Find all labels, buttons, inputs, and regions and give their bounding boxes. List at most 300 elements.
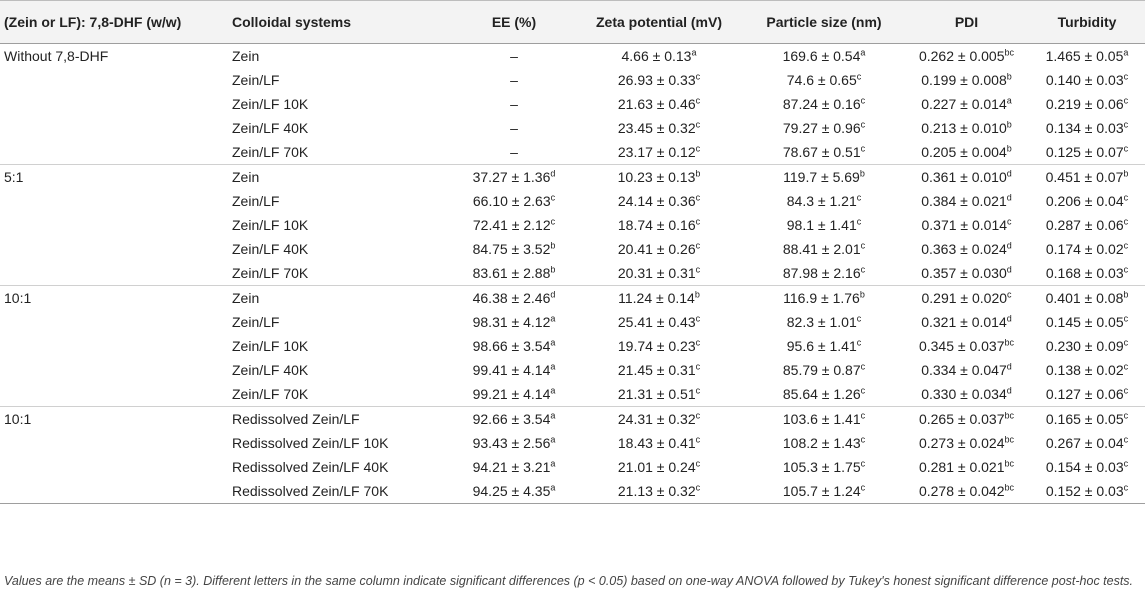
cell-colloidal-system-value: Zein/LF xyxy=(232,71,280,88)
cell-pdi xyxy=(904,140,1029,164)
cell-zeta-potential-value: 24.31 ± 0.32 xyxy=(617,410,696,427)
cell-turbidity-value: 0.174 ± 0.02 xyxy=(1045,241,1124,258)
significance-letter: b xyxy=(1006,119,1012,130)
table-header xyxy=(0,1,1145,44)
cell-particle-size-value: 85.64 ± 1.26 xyxy=(782,385,861,402)
significance-letter: c xyxy=(695,458,701,469)
cell-zeta-potential-value: 20.41 ± 0.26 xyxy=(617,241,696,258)
cell-turbidity xyxy=(1029,455,1145,479)
significance-letter: c xyxy=(856,192,862,203)
cell-colloidal-system xyxy=(232,310,454,334)
significance-letter: bc xyxy=(1004,458,1015,469)
cell-particle-size xyxy=(744,285,904,309)
cell-ee-value: 66.10 ± 2.63 xyxy=(472,192,551,209)
significance-letter: c xyxy=(1123,264,1129,275)
significance-letter: c xyxy=(550,192,556,203)
cell-particle-size xyxy=(744,479,904,503)
cell-pdi xyxy=(904,406,1029,430)
cell-zeta-potential-value: 21.63 ± 0.46 xyxy=(617,95,696,112)
significance-letter: b xyxy=(1123,168,1129,179)
cell-zeta-potential xyxy=(574,68,744,92)
significance-letter: bc xyxy=(1004,47,1015,58)
cell-particle-size xyxy=(744,455,904,479)
cell-ee-value: 84.75 ± 3.52 xyxy=(472,241,551,258)
header-particle-size: Particle size (nm) xyxy=(766,14,882,30)
cell-particle-size-value: 105.7 ± 1.24 xyxy=(782,482,861,499)
cell-ee-value: 94.21 ± 3.21 xyxy=(472,458,551,475)
cell-zeta-potential xyxy=(574,382,744,406)
significance-letter: c xyxy=(1007,216,1012,227)
cell-ratio xyxy=(0,431,232,455)
cell-colloidal-system xyxy=(232,431,454,455)
cell-ee xyxy=(454,285,574,309)
cell-colloidal-system xyxy=(232,382,454,406)
cell-pdi-value: 0.291 ± 0.020 xyxy=(921,289,1008,306)
significance-letter: c xyxy=(1123,385,1129,396)
significance-letter: d xyxy=(1006,361,1012,372)
significance-letter: c xyxy=(1123,216,1129,227)
cell-ratio xyxy=(0,358,232,382)
table-row xyxy=(0,455,1145,479)
cell-turbidity xyxy=(1029,285,1145,309)
significance-letter: c xyxy=(1123,95,1129,106)
significance-letter: d xyxy=(550,289,556,300)
significance-letter: c xyxy=(860,482,866,493)
significance-letter: b xyxy=(550,264,556,275)
significance-letter: c xyxy=(695,433,701,444)
cell-ratio xyxy=(0,189,232,213)
cell-pdi-value: 0.345 ± 0.037 xyxy=(918,337,1005,354)
cell-ratio xyxy=(0,213,232,237)
cell-ratio xyxy=(0,310,232,334)
cell-colloidal-system-value: Zein/LF 10K xyxy=(232,95,309,112)
significance-letter: a xyxy=(550,337,556,348)
cell-ratio xyxy=(0,44,232,68)
significance-letter: d xyxy=(1006,240,1012,251)
cell-turbidity-value: 0.125 ± 0.07 xyxy=(1045,144,1124,161)
cell-ee-value: 92.66 ± 3.54 xyxy=(472,410,551,427)
significance-letter: c xyxy=(856,71,862,82)
cell-ee-value: 99.41 ± 4.14 xyxy=(472,362,551,379)
cell-zeta-potential xyxy=(574,406,744,430)
cell-pdi xyxy=(904,213,1029,237)
cell-turbidity xyxy=(1029,334,1145,358)
cell-zeta-potential-value: 24.14 ± 0.36 xyxy=(617,192,696,209)
cell-zeta-potential xyxy=(574,358,744,382)
significance-letter: d xyxy=(1006,168,1012,179)
cell-particle-size-value: 82.3 ± 1.01 xyxy=(786,313,857,330)
cell-pdi xyxy=(904,479,1029,503)
cell-pdi-value: 0.278 ± 0.042 xyxy=(918,482,1005,499)
cell-particle-size xyxy=(744,189,904,213)
cell-ee-value: 98.31 ± 4.12 xyxy=(472,313,551,330)
cell-turbidity-value: 0.165 ± 0.05 xyxy=(1045,410,1124,427)
significance-letter: b xyxy=(859,289,865,300)
cell-colloidal-system-value: Zein/LF 10K xyxy=(232,337,309,354)
table-row xyxy=(0,431,1145,455)
cell-zeta-potential-value: 4.66 ± 0.13 xyxy=(621,47,692,64)
cell-particle-size xyxy=(744,68,904,92)
cell-turbidity xyxy=(1029,213,1145,237)
cell-ratio xyxy=(0,164,232,188)
table-row xyxy=(0,285,1145,309)
significance-letter: c xyxy=(1123,433,1129,444)
table-row xyxy=(0,44,1145,68)
cell-zeta-potential-value: 23.17 ± 0.12 xyxy=(617,144,696,161)
header-turbidity: Turbidity xyxy=(1057,14,1117,30)
significance-letter: c xyxy=(1123,337,1129,348)
cell-turbidity xyxy=(1029,92,1145,116)
table-footnote: Values are the means ± SD (n = 3). Different letters in the same column indicate significant differences (p < 0.05) based on one-way ANOVA followed by Tukey's honest significant difference post-hoc tests. xyxy=(4,574,1134,588)
significance-letter: c xyxy=(695,264,701,275)
table-row xyxy=(0,68,1145,92)
significance-letter: c xyxy=(860,361,866,372)
cell-pdi xyxy=(904,164,1029,188)
significance-letter: c xyxy=(695,313,701,323)
cell-ee xyxy=(454,237,574,261)
significance-letter: c xyxy=(695,240,701,251)
cell-ee xyxy=(454,358,574,382)
cell-particle-size-value: 84.3 ± 1.21 xyxy=(786,192,857,209)
cell-particle-size-value: 108.2 ± 1.43 xyxy=(782,434,861,451)
cell-ee xyxy=(454,310,574,334)
cell-ee-value: 46.38 ± 2.46 xyxy=(472,289,551,306)
cell-colloidal-system xyxy=(232,237,454,261)
cell-ratio xyxy=(0,334,232,358)
cell-turbidity xyxy=(1029,44,1145,68)
cell-turbidity-value: 0.401 ± 0.08 xyxy=(1045,289,1124,306)
cell-ee xyxy=(454,406,574,430)
cell-turbidity xyxy=(1029,261,1145,285)
significance-letter: c xyxy=(695,361,701,372)
cell-zeta-potential xyxy=(574,310,744,334)
table-row xyxy=(0,382,1145,406)
cell-particle-size-value: 98.1 ± 1.41 xyxy=(786,216,857,233)
cell-turbidity xyxy=(1029,68,1145,92)
cell-colloidal-system xyxy=(232,68,454,92)
cell-colloidal-system-value: Zein/LF xyxy=(232,313,280,330)
cell-pdi-value: 0.357 ± 0.030 xyxy=(921,265,1007,282)
cell-ee-value: – xyxy=(510,95,518,112)
cell-ee xyxy=(454,479,574,503)
cell-ratio xyxy=(0,261,232,285)
cell-ee xyxy=(454,261,574,285)
cell-colloidal-system-value: Redissolved Zein/LF 70K xyxy=(232,482,389,499)
cell-particle-size-value: 88.41 ± 2.01 xyxy=(782,241,861,258)
cell-pdi-value: 0.281 ± 0.021 xyxy=(918,458,1005,475)
cell-turbidity xyxy=(1029,479,1145,503)
cell-ratio-value: 10:1 xyxy=(4,289,32,306)
cell-pdi xyxy=(904,285,1029,309)
significance-letter: c xyxy=(695,71,701,82)
cell-particle-size-value: 85.79 ± 0.87 xyxy=(782,362,861,379)
significance-letter: a xyxy=(860,47,866,58)
cell-colloidal-system xyxy=(232,44,454,68)
significance-letter: b xyxy=(695,168,701,179)
cell-pdi xyxy=(904,44,1029,68)
cell-colloidal-system xyxy=(232,116,454,140)
cell-zeta-potential xyxy=(574,44,744,68)
cell-ee xyxy=(454,431,574,455)
cell-colloidal-system-value: Redissolved Zein/LF xyxy=(232,410,360,427)
cell-ee xyxy=(454,68,574,92)
significance-letter: c xyxy=(860,264,866,275)
cell-zeta-potential-value: 21.01 ± 0.24 xyxy=(617,458,696,475)
cell-particle-size xyxy=(744,310,904,334)
cell-ratio xyxy=(0,116,232,140)
significance-letter: c xyxy=(860,240,866,251)
cell-colloidal-system xyxy=(232,358,454,382)
cell-ratio xyxy=(0,92,232,116)
cell-pdi-value: 0.371 ± 0.014 xyxy=(921,216,1008,233)
cell-colloidal-system xyxy=(232,213,454,237)
significance-letter: c xyxy=(856,313,862,323)
cell-pdi-value: 0.213 ± 0.010 xyxy=(921,120,1007,137)
significance-letter: c xyxy=(695,410,701,420)
significance-letter: b xyxy=(1123,289,1129,300)
cell-turbidity xyxy=(1029,382,1145,406)
cell-turbidity xyxy=(1029,140,1145,164)
cell-turbidity xyxy=(1029,358,1145,382)
cell-ee xyxy=(454,189,574,213)
cell-turbidity-value: 0.206 ± 0.04 xyxy=(1045,192,1124,209)
header-row xyxy=(0,1,1145,44)
table-row xyxy=(0,358,1145,382)
cell-ee xyxy=(454,116,574,140)
cell-ratio xyxy=(0,455,232,479)
cell-ee-value: – xyxy=(510,144,518,161)
table-row xyxy=(0,237,1145,261)
significance-letter: a xyxy=(550,361,556,372)
cell-pdi-value: 0.227 ± 0.014 xyxy=(921,95,1007,112)
cell-ratio xyxy=(0,140,232,164)
cell-pdi xyxy=(904,455,1029,479)
table-row xyxy=(0,334,1145,358)
cell-zeta-potential-value: 18.43 ± 0.41 xyxy=(617,434,696,451)
cell-ee xyxy=(454,44,574,68)
cell-turbidity xyxy=(1029,116,1145,140)
cell-colloidal-system xyxy=(232,285,454,309)
significance-letter: c xyxy=(1123,482,1129,493)
cell-turbidity xyxy=(1029,406,1145,430)
cell-turbidity-value: 0.219 ± 0.06 xyxy=(1045,95,1124,112)
table-row xyxy=(0,310,1145,334)
significance-letter: c xyxy=(1123,313,1129,323)
cell-particle-size-value: 78.67 ± 0.51 xyxy=(782,144,861,161)
cell-pdi xyxy=(904,92,1029,116)
significance-letter: bc xyxy=(1004,433,1015,444)
cell-particle-size-value: 87.98 ± 2.16 xyxy=(782,265,861,282)
significance-letter: c xyxy=(1123,143,1129,154)
significance-letter: c xyxy=(860,385,866,396)
table-row xyxy=(0,261,1145,285)
cell-pdi xyxy=(904,261,1029,285)
cell-pdi xyxy=(904,116,1029,140)
cell-colloidal-system xyxy=(232,406,454,430)
cell-ee xyxy=(454,213,574,237)
cell-turbidity-value: 0.230 ± 0.09 xyxy=(1045,337,1124,354)
cell-pdi xyxy=(904,358,1029,382)
cell-colloidal-system-value: Zein xyxy=(232,168,260,185)
cell-particle-size-value: 103.6 ± 1.41 xyxy=(782,410,861,427)
cell-colloidal-system-value: Zein xyxy=(232,47,260,64)
cell-pdi-value: 0.265 ± 0.037 xyxy=(918,410,1005,427)
cell-pdi-value: 0.361 ± 0.010 xyxy=(921,168,1007,185)
cell-colloidal-system-value: Zein/LF xyxy=(232,192,280,209)
cell-particle-size xyxy=(744,213,904,237)
significance-letter: c xyxy=(550,216,556,227)
significance-letter: a xyxy=(550,482,556,493)
cell-turbidity-value: 0.287 ± 0.06 xyxy=(1045,216,1124,233)
cell-zeta-potential xyxy=(574,140,744,164)
significance-letter: b xyxy=(694,289,700,300)
cell-pdi-value: 0.262 ± 0.005 xyxy=(918,47,1005,64)
significance-letter: d xyxy=(1006,192,1012,203)
significance-letter: a xyxy=(550,433,556,444)
cell-pdi xyxy=(904,68,1029,92)
cell-ratio xyxy=(0,285,232,309)
cell-zeta-potential xyxy=(574,479,744,503)
cell-ee-value: – xyxy=(510,120,518,137)
cell-particle-size xyxy=(744,237,904,261)
cell-pdi xyxy=(904,237,1029,261)
cell-turbidity-value: 0.154 ± 0.03 xyxy=(1045,458,1124,475)
significance-letter: c xyxy=(860,95,866,106)
significance-letter: a xyxy=(1123,47,1129,58)
cell-colloidal-system xyxy=(232,479,454,503)
cell-colloidal-system xyxy=(232,455,454,479)
table-row xyxy=(0,164,1145,188)
significance-letter: a xyxy=(691,47,697,58)
cell-turbidity-value: 0.138 ± 0.02 xyxy=(1045,362,1124,379)
cell-pdi-value: 0.384 ± 0.021 xyxy=(921,192,1007,209)
cell-pdi xyxy=(904,382,1029,406)
significance-letter: d xyxy=(1006,385,1012,396)
cell-zeta-potential-value: 18.74 ± 0.16 xyxy=(617,216,696,233)
cell-pdi xyxy=(904,310,1029,334)
cell-zeta-potential-value: 21.45 ± 0.31 xyxy=(617,362,696,379)
cell-ee-value: 83.61 ± 2.88 xyxy=(472,265,551,282)
cell-ee-value: 94.25 ± 4.35 xyxy=(472,482,551,499)
significance-letter: bc xyxy=(1004,410,1015,420)
cell-zeta-potential-value: 26.93 ± 0.33 xyxy=(617,71,696,88)
significance-letter: c xyxy=(1123,71,1129,82)
header-colloidal-systems: Colloidal systems xyxy=(232,14,352,30)
cell-zeta-potential-value: 10.23 ± 0.13 xyxy=(617,168,696,185)
significance-letter: a xyxy=(550,410,556,420)
cell-particle-size-value: 116.9 ± 1.76 xyxy=(783,289,860,306)
header-ratio: (Zein or LF): 7,8-DHF (w/w) xyxy=(4,14,182,30)
cell-particle-size-value: 87.24 ± 0.16 xyxy=(782,95,861,112)
significance-letter: d xyxy=(1006,264,1012,275)
cell-turbidity-value: 0.152 ± 0.03 xyxy=(1045,482,1124,499)
cell-ee xyxy=(454,455,574,479)
significance-letter: a xyxy=(1006,95,1012,106)
table-row xyxy=(0,140,1145,164)
cell-particle-size-value: 74.6 ± 0.65 xyxy=(786,71,857,88)
significance-letter: b xyxy=(550,240,556,251)
cell-ratio xyxy=(0,479,232,503)
cell-pdi-value: 0.363 ± 0.024 xyxy=(921,241,1007,258)
cell-particle-size-value: 105.3 ± 1.75 xyxy=(782,458,861,475)
cell-turbidity-value: 0.134 ± 0.03 xyxy=(1045,120,1124,137)
cell-zeta-potential-value: 20.31 ± 0.31 xyxy=(617,265,696,282)
cell-turbidity-value: 0.451 ± 0.07 xyxy=(1045,168,1124,185)
cell-colloidal-system xyxy=(232,189,454,213)
cell-ratio xyxy=(0,382,232,406)
cell-colloidal-system xyxy=(232,334,454,358)
significance-letter: bc xyxy=(1004,482,1015,493)
significance-letter: b xyxy=(1006,71,1012,82)
significance-letter: c xyxy=(860,433,866,444)
cell-particle-size xyxy=(744,358,904,382)
significance-letter: c xyxy=(695,143,701,154)
cell-ee xyxy=(454,382,574,406)
cell-particle-size xyxy=(744,431,904,455)
cell-zeta-potential xyxy=(574,261,744,285)
cell-ee-value: 37.27 ± 1.36 xyxy=(472,168,551,185)
cell-colloidal-system-value: Zein/LF 40K xyxy=(232,120,309,137)
cell-ee xyxy=(454,92,574,116)
cell-zeta-potential xyxy=(574,285,744,309)
cell-zeta-potential xyxy=(574,116,744,140)
cell-particle-size-value: 119.7 ± 5.69 xyxy=(783,168,860,185)
significance-letter: d xyxy=(1006,313,1012,323)
significance-letter: c xyxy=(695,216,701,227)
significance-letter: c xyxy=(1123,361,1129,372)
cell-ee-value: 93.43 ± 2.56 xyxy=(472,434,551,451)
significance-letter: c xyxy=(860,119,866,130)
cell-pdi xyxy=(904,189,1029,213)
cell-particle-size xyxy=(744,116,904,140)
cell-colloidal-system xyxy=(232,140,454,164)
cell-particle-size xyxy=(744,44,904,68)
cell-zeta-potential-value: 19.74 ± 0.23 xyxy=(617,337,696,354)
cell-colloidal-system-value: Redissolved Zein/LF 40K xyxy=(232,458,389,475)
cell-ee-value: – xyxy=(510,71,518,88)
table-row xyxy=(0,213,1145,237)
cell-zeta-potential-value: 23.45 ± 0.32 xyxy=(617,120,696,137)
cell-ee xyxy=(454,334,574,358)
cell-pdi xyxy=(904,334,1029,358)
header-zeta-potential: Zeta potential (mV) xyxy=(595,14,722,30)
significance-letter: b xyxy=(1006,143,1012,154)
header-pdi: PDI xyxy=(954,14,979,30)
cell-particle-size xyxy=(744,382,904,406)
cell-ee xyxy=(454,140,574,164)
cell-ratio xyxy=(0,68,232,92)
cell-colloidal-system-value: Zein/LF 70K xyxy=(232,265,309,282)
cell-zeta-potential-value: 21.31 ± 0.51 xyxy=(617,385,696,402)
significance-letter: c xyxy=(860,143,866,154)
cell-zeta-potential xyxy=(574,237,744,261)
cell-particle-size-value: 169.6 ± 0.54 xyxy=(782,47,861,64)
significance-letter: c xyxy=(1123,458,1129,469)
cell-colloidal-system xyxy=(232,164,454,188)
cell-turbidity-value: 1.465 ± 0.05 xyxy=(1045,47,1124,64)
cell-particle-size xyxy=(744,164,904,188)
significance-letter: d xyxy=(550,168,556,179)
cell-colloidal-system-value: Zein/LF 40K xyxy=(232,362,309,379)
cell-colloidal-system-value: Zein/LF 10K xyxy=(232,216,309,233)
cell-zeta-potential-value: 11.24 ± 0.14 xyxy=(618,289,695,306)
cell-turbidity xyxy=(1029,164,1145,188)
significance-letter: c xyxy=(695,385,701,396)
cell-zeta-potential xyxy=(574,431,744,455)
cell-turbidity-value: 0.168 ± 0.03 xyxy=(1045,265,1124,282)
significance-letter: a xyxy=(550,313,556,323)
significance-letter: c xyxy=(695,192,701,203)
